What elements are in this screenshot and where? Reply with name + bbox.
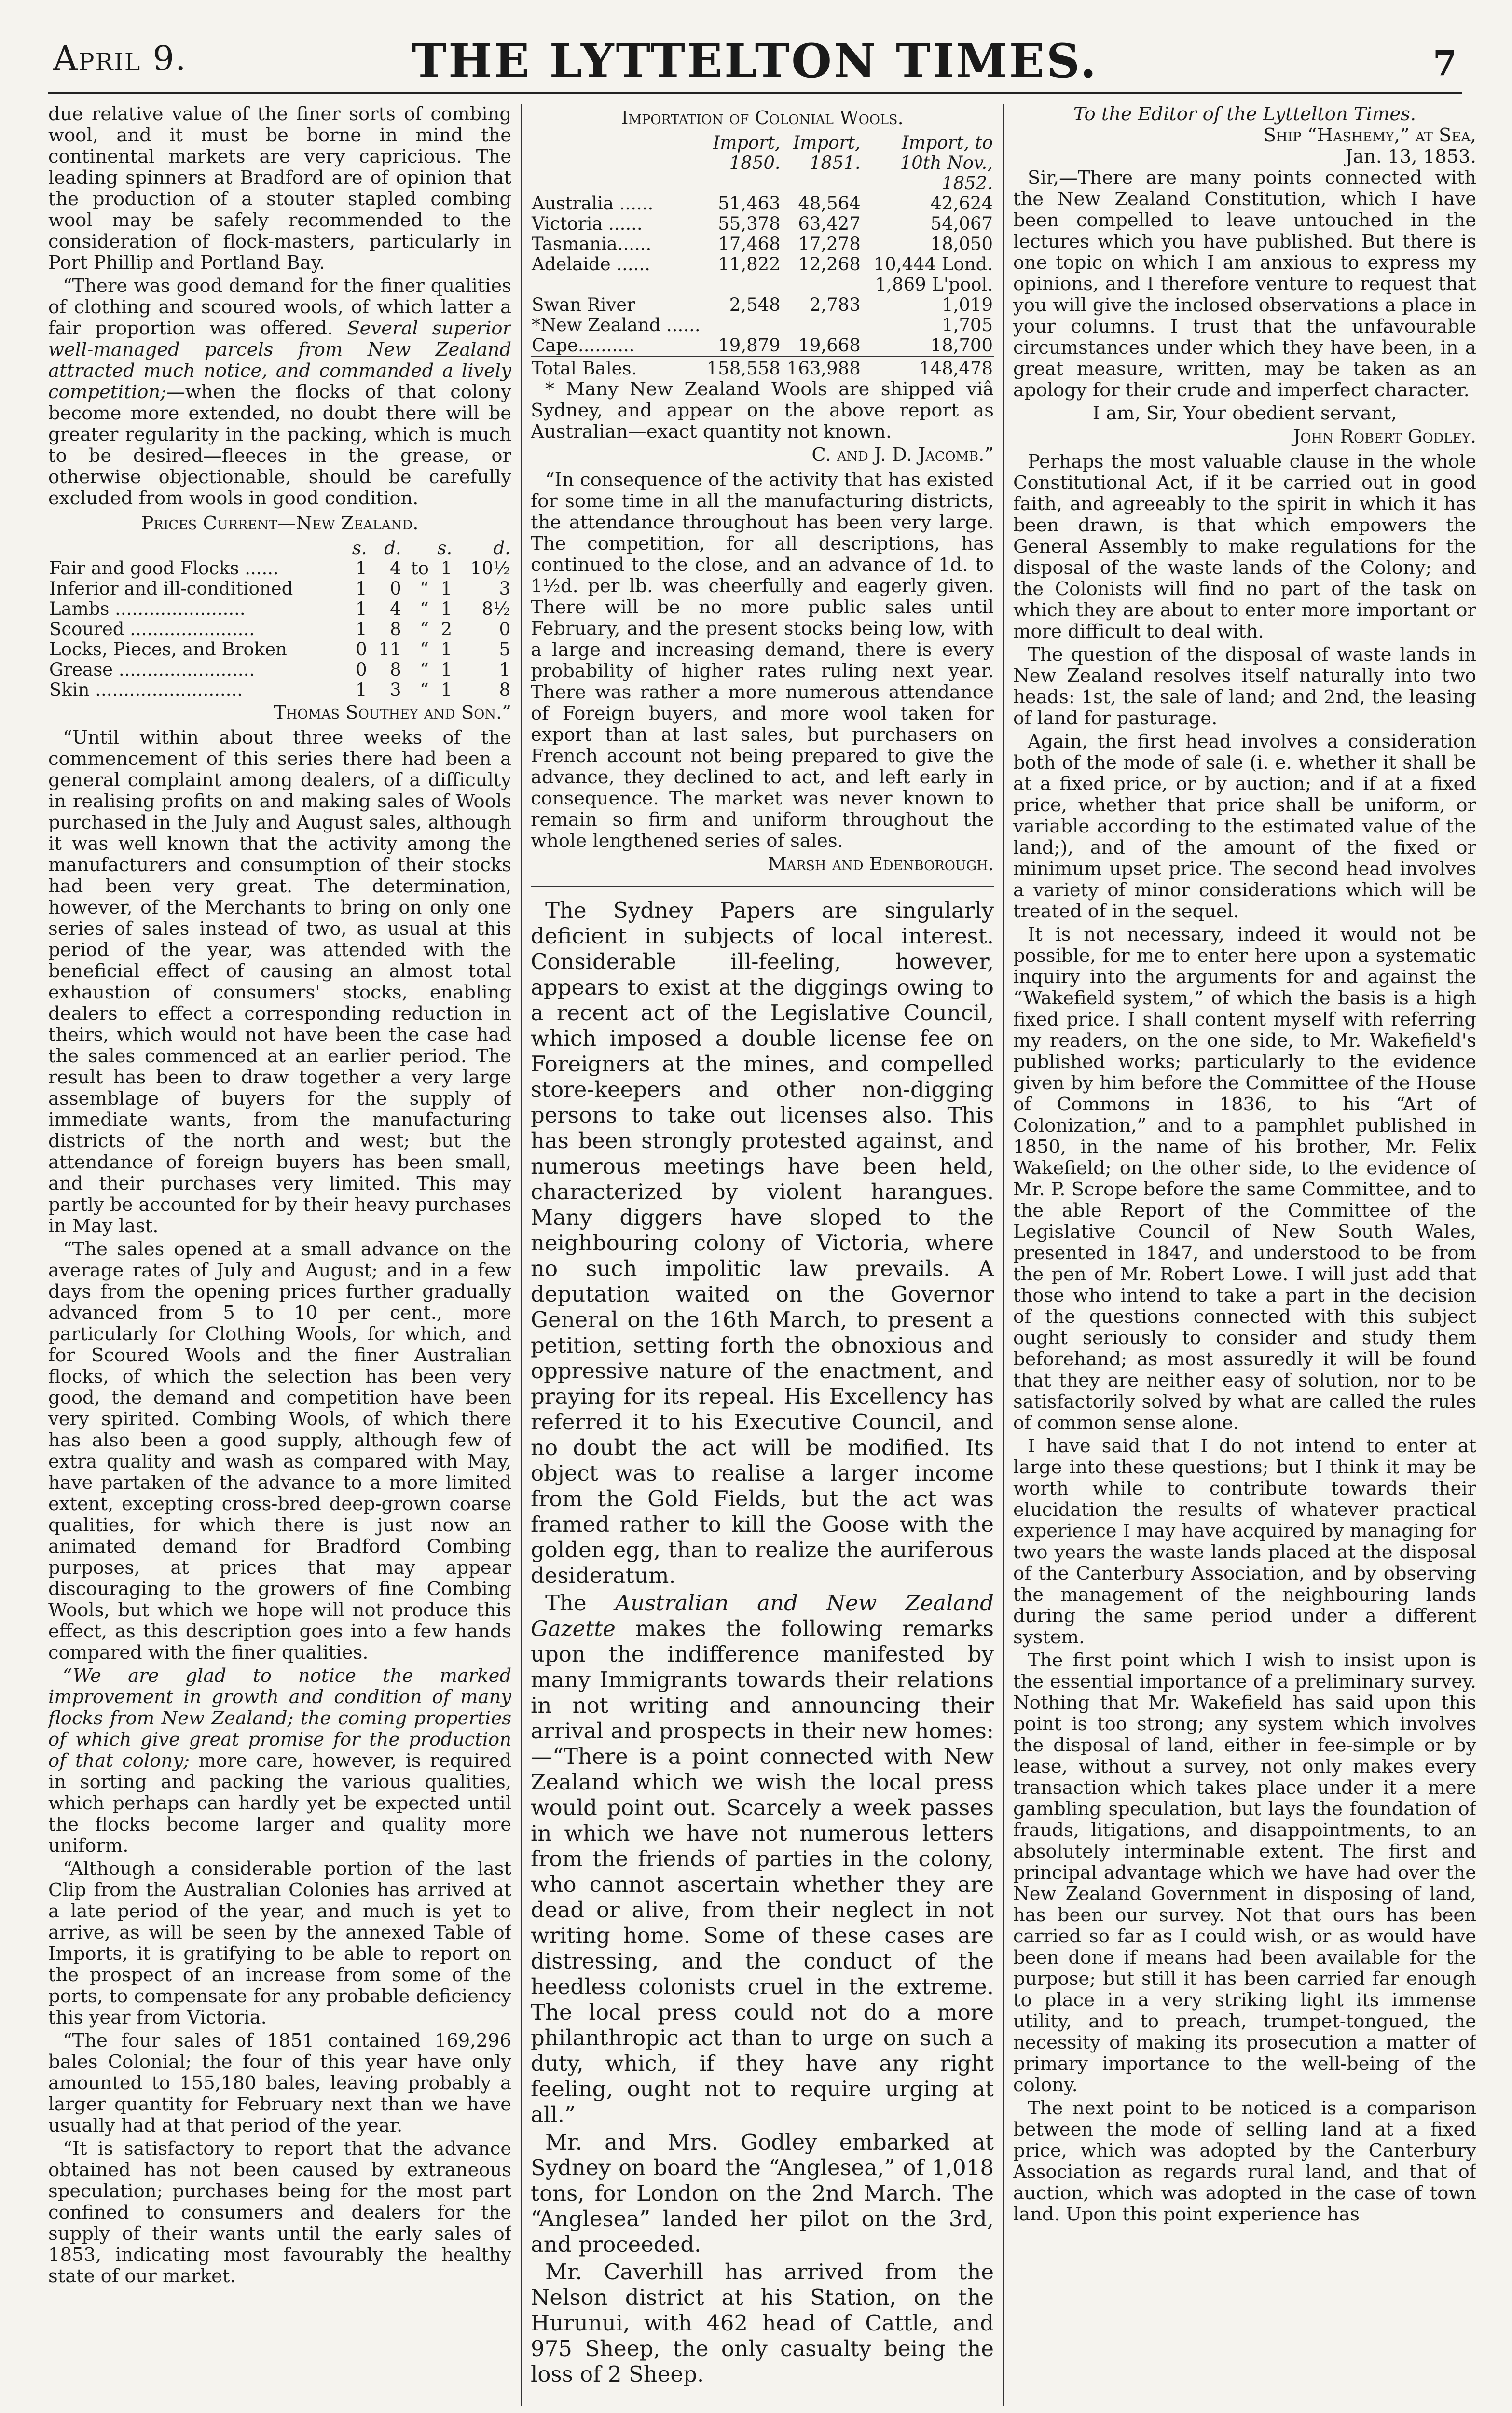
prices-cell: 1 bbox=[440, 680, 453, 700]
col1-paragraph: “We are glad to notice the marked improvement in growth and condition of many flocks from New Zealand; the coming properties of which give great promise for the production of that colony; more care, however, is required in sorting and packing the various qualities, which perhaps can hardly yet be expected until the flocks become larger and quality more uniform. bbox=[48, 1665, 511, 1857]
col2-signature: Marsh and Edenborough. bbox=[768, 853, 994, 875]
imports-header-row: Import, 1850. Import, 1851. Import, to 10th Nov., 1852. bbox=[713, 132, 993, 194]
imports-row bbox=[531, 194, 994, 214]
prices-row bbox=[48, 660, 511, 680]
imports-signature: C. and J. D. Jacomb.” bbox=[811, 444, 994, 466]
col1-paragraph: “The four sales of 1851 contained 169,296 bales Colonial; the four of this year have only amounted to 155,180 bales, leaving probably a larger quantity for February next than we have usually had at that period of the year. bbox=[48, 2030, 511, 2136]
prices-cell: “ bbox=[419, 680, 429, 700]
column-rule-1 bbox=[521, 104, 522, 2406]
prices-cell: 0 bbox=[356, 639, 367, 660]
prices-cell: Scoured ...................... bbox=[49, 619, 255, 639]
prices-row bbox=[48, 619, 511, 639]
imports-cell: 18,050 bbox=[930, 234, 993, 254]
prices-row bbox=[48, 680, 511, 700]
imports-place: Victoria ...... bbox=[532, 213, 643, 234]
col3-paragraph: I have said that I do not intend to enter at large into these questions; but I think it may be worth while to contribute towards their elucidation the results of whatever practical experience I may have acquired by managing for two years the waste lands placed at the disposal of the Canterbury Association, and by observing the management of the neighbouring lands during the same period under a different system. bbox=[1013, 1435, 1476, 1648]
col1-paragraph: “Although a considerable portion of the last Clip from the Australian Colonies has arrived at a late period of the year, and much is yet to arrive, as will be seen by the annexed Table of Imports, it is gratifying to be able to report on the prospect of an increase from some of the ports, to compensate for any probable deficiency this year from Victoria. bbox=[48, 1858, 511, 2028]
imports-cell: 19,879 bbox=[718, 335, 781, 356]
issue-date: April 9. bbox=[53, 39, 187, 78]
prices-cell: 8 bbox=[390, 619, 401, 639]
prices-signature: Thomas Southey and Son.” bbox=[274, 702, 511, 723]
col2-paragraph: Mr. and Mrs. Godley embarked at Sydney on board the “Anglesea,” of 1,018 tons, for London on the 2nd March. The “Anglesea” landed her pilot on the 3rd, and proceeded. bbox=[531, 2129, 994, 2257]
prices-cell: Lambs ....................... bbox=[49, 598, 246, 619]
prices-cell: “ bbox=[419, 659, 429, 680]
prices-cell: 11 bbox=[378, 639, 401, 660]
imports-place: Swan River *New Zealand ...... bbox=[532, 294, 701, 335]
prices-row bbox=[48, 579, 511, 599]
imports-cell: 12,268 bbox=[798, 254, 861, 275]
imports-cell: 2,548 bbox=[729, 294, 781, 315]
col3-paragraph: The first point which I wish to insist upon is the essential importance of a preliminary survey. Nothing that Mr. Wakefield has said upon this point is too strong; any system which involves the disposal of land, either in fee-simple or by lease, without a survey, not only makes every transaction which takes place under it a mere gambling speculation, but lays the foundation of frauds, litigations, and disappointments, to an absolutely interminable extent. The first and principal advantage which we have had over the New Zealand Government in disposing of land, has been our survey. Not that ours has been carried so far as I could wish, or as would have been done if means had been available for the purpose; but still it has been carried far enough to place in a very striking light its immense utility, and to preach, trumpet-tongued, the necessity of making its prosecution a matter of primary importance to the well-being of the colony. bbox=[1013, 1650, 1476, 2096]
imports-cell: 63,427 bbox=[798, 213, 861, 234]
imports-place: Tasmania...... bbox=[532, 234, 652, 254]
imports-total-row: Total Bales. 158,558 163,988 148,478 bbox=[531, 356, 994, 379]
letter-date: Jan. 13, 1853. bbox=[1345, 146, 1476, 167]
imports-cell: 54,067 bbox=[930, 213, 993, 234]
imports-cell: 42,624 bbox=[930, 193, 993, 214]
prices-cell: 1 bbox=[440, 659, 453, 680]
prices-cell: 1 bbox=[440, 578, 453, 599]
prices-row bbox=[48, 639, 511, 660]
prices-cell: 3 bbox=[390, 680, 401, 700]
col3-paragraph: It is not necessary, indeed it would not be possible, for me to enter here upon a systematic inquiry into the arguments for and against the “Wakefield system,” of which the basis is a high fixed price. I shall content myself with referring my readers, on the one side, to Mr. Wakefield's published works; particularly to the evidence given by him before the Committee of the House of Commons in 1836, to his “Art of Colonization,” and to a pamphlet published in 1850, in the name of his brother, Mr. Felix Wakefield; on the other side, to the evidence of Mr. P. Scrope before the same Committee, and to the able Report of the Committee of the Legislative Council of New South Wales, presented in 1847, and understood to be from the pen of Mr. Robert Lowe. I will just add that those who intend to take a part in the decision of the questions connected with this subject ought seriously to consider and study them beforehand; as most assuredly it will be found that they are neither easy of solution, nor to be satisfactorily solved by what are called the rules of common sense alone. bbox=[1013, 924, 1476, 1434]
prices-cell: 5 bbox=[499, 639, 510, 660]
prices-cell: 1 bbox=[356, 578, 367, 599]
prices-cell: 8 bbox=[499, 680, 510, 700]
imports-place: Adelaide ...... bbox=[532, 254, 650, 275]
prices-cell: 8 bbox=[390, 659, 401, 680]
letter-closing: I am, Sir, Your obedient servant, bbox=[1092, 402, 1397, 424]
prices-row bbox=[48, 599, 511, 619]
prices-cell: 1 bbox=[499, 659, 510, 680]
letter-signature: John Robert Godley. bbox=[1293, 426, 1476, 447]
imports-cell: 18,700 bbox=[930, 335, 993, 356]
col3-paragraph: Perhaps the most valuable clause in the whole Constitutional Act, if it be carried out in good faith, and agreeably to the spirit in which it has been drawn, is that which empowers the General Assembly to make regulations for the disposal of the waste lands of the Colony; and the Colonists will find no part of the task on which they are about to enter more important or more difficult to deal with. bbox=[1013, 451, 1476, 642]
imports-cell: 48,564 bbox=[798, 193, 861, 214]
col3-paragraph: Sir,—There are many points connected with the New Zealand Constitution, which I have been compelled to leave untouched in the lectures which you have published. But there is one topic on which I am anxious to express my opinions, and I therefore venture to request that you will give the inclosed observations a place in your columns. I trust that the unfavourable circumstances under which they have been, in a great measure, written, may be taken as an apology for their crude and imperfect character. bbox=[1013, 167, 1476, 401]
section-divider bbox=[531, 886, 994, 887]
prices-cell: Skin .......................... bbox=[49, 680, 243, 700]
imports-cell: 51,463 bbox=[718, 193, 781, 214]
prices-cell: “ bbox=[419, 578, 429, 599]
prices-current-heading: Prices Current—New Zealand. bbox=[141, 513, 419, 534]
col2-paragraph: The Australian and New Zealand Gazette makes the following remarks upon the indifference manifested by many Immigrants towards their relations in not writing and announcing their arrival and prospects in their new homes:—“There is a point connected with New Zealand which we wish the local press would point out. Scarcely a week passes in which we have not numerous letters from the friends of parties in the colony, who cannot ascertain whether they are dead or alive, from their neglect in not writing home. Some of these cases are distressing, and the conduct of the heedless colonists cruel in the extreme. The local press could not do a more philanthropic act than to urge on such a duty, which, if they have any right feeling, ought not to require urging at all.” bbox=[531, 1590, 994, 2127]
prices-cell: 1 bbox=[356, 680, 367, 700]
prices-table bbox=[48, 538, 511, 700]
imports-cell: 17,278 bbox=[798, 234, 861, 254]
column-2 bbox=[531, 104, 994, 2406]
prices-cell: “ bbox=[419, 639, 429, 660]
imports-footnote: * Many New Zealand Wools are shipped viâ Sydney, and appear on the above report as Australian—exact quantity not known. bbox=[531, 378, 994, 443]
prices-cell: 1 bbox=[440, 598, 453, 619]
imports-heading: Importation of Colonial Wools. bbox=[621, 107, 904, 129]
letter-location: Ship “Hashemy,” at Sea, bbox=[1263, 125, 1476, 146]
letter-address: To the Editor of the Lyttelton Times. bbox=[1073, 104, 1416, 125]
prices-cell: Locks, Pieces, and Broken bbox=[49, 639, 287, 660]
imports-cell: 19,668 bbox=[798, 335, 861, 356]
prices-cell: 4 bbox=[390, 558, 401, 579]
column-1 bbox=[48, 104, 511, 2406]
prices-cell: 0 bbox=[499, 619, 510, 639]
imports-row bbox=[531, 234, 994, 254]
imports-cell: 55,378 bbox=[718, 213, 781, 234]
prices-cell: Grease ........................ bbox=[49, 659, 255, 680]
col1-paragraph: “Until within about three weeks of the commencement of this series there had been a general complaint among dealers, of a difficulty in realising profits on and making sales of Wools purchased in the July and August sales, although it was well known that the activity among the manufacturers and consumption of their stocks had been very great. The determination, however, of the Merchants to bring on only one series of sales instead of two, as usual at this period of the year, was attended with the beneficial effect of causing an almost total exhaustion of consumers' stocks, enabling dealers to effect a corresponding reduction in theirs, which would not have been the case had the sales commenced at an earlier period. The result has been to draw together a very large assemblage of buyers for the supply of immediate wants, from the manufacturing districts of the north and west; but the attendance of foreign buyers has been small, and their purchases very limited. This may partly be accounted for by their heavy purchases in May last. bbox=[48, 727, 511, 1237]
col2-paragraph: The Sydney Papers are singularly deficient in subjects of local interest. Considerable ill-feeling, however, appears to exist at the diggings owing to a recent act of the Legislative Council, which imposed a double license fee on Foreigners at the mines, and compelled store-keepers and other non-digging persons to take out licenses also. This has been strongly protested against, and numerous meetings have been held, characterized by violent harangues. Many diggers have sloped to the neighbouring colony of Victoria, where no such impolitic law prevails. A deputation waited on the Governor General on the 16th March, to present a petition, setting forth the obnoxious and oppressive nature of the enactment, and praying for its repeal. His Excellency has referred it to his Executive Council, and no doubt the act will be modified. Its object was to realise a larger income from the Gold Fields, but the act was framed rather to kill the Goose with the golden egg, than to realize the auriferous desideratum. bbox=[531, 898, 994, 1588]
prices-cell: 2 bbox=[440, 619, 453, 639]
prices-cell: “ bbox=[419, 598, 429, 619]
prices-cell: 0 bbox=[356, 659, 367, 680]
prices-cell: 3 bbox=[499, 578, 510, 599]
imports-place: Australia ...... bbox=[532, 193, 654, 214]
newspaper-title: THE LYTTELTON TIMES. bbox=[412, 34, 1099, 88]
imports-cell: 2,783 bbox=[809, 294, 861, 315]
col1-paragraph: due relative value of the finer sorts of combing wool, and it must be borne in mind the continental markets are very capricious. The leading spinners at Bradford are of opinion that the production of a stouter stapled combing wool may be safely recommended to the consideration of flock-masters, particularly in Port Phillip and Portland Bay. bbox=[48, 104, 511, 274]
prices-cell: 8½ bbox=[481, 598, 510, 619]
col1-paragraph: “There was good demand for the finer qualities of clothing and scoured wools, of which latter a fair proportion was offered. Several superior well-managed parcels from New Zealand attracted much notice, and commanded a lively competition;—when the flocks of that colony become more extended, no doubt there will be greater regularity in the packing, which is much to be desired—fleeces in the grease, or otherwise objectionable, should be carefully excluded from wools in good condition. bbox=[48, 275, 511, 509]
col1-paragraph: “The sales opened at a small advance on the average rates of July and August; and in a few days from the opening prices further gradually advanced from 5 to 10 per cent., more particularly for Clothing Wools, for which, and for Scoured Wools and the finer Australian flocks, of which the selection has been very good, the demand and competition have been very spirited. Combing Wools, of which there has also been a good supply, although few of extra quality and wash as compared with May, have partaken of the advance to a more limited extent, excepting cross-bred deep-grown coarse qualities, for which there is just now an animated demand for Bradford Combing purposes, at prices that may appear discouraging to the growers of fine Combing Wools, but which we hope will not produce this effect, as this description goes into a few hands compared with the finer qualities. bbox=[48, 1238, 511, 1664]
prices-cell: 1 bbox=[356, 558, 367, 579]
imports-row bbox=[531, 335, 994, 356]
imports-cell: 10,444 Lond. 1,869 L'pool. bbox=[873, 254, 993, 295]
imports-cell: 11,822 bbox=[718, 254, 781, 275]
prices-cell: 1 bbox=[440, 639, 453, 660]
col3-paragraph: Again, the first head involves a consideration both of the mode of sale (i. e. whether it shall be at a fixed price, or by auction; and if at a fixed price, whether that price shall be uniform, or variable according to the estimated value of the land;), and of the amount of the fixed or minimum upset price. The second head involves a variety of minor considerations which will be treated of in the sequel. bbox=[1013, 731, 1476, 922]
column-3 bbox=[1013, 104, 1476, 2406]
prices-cell: 1 bbox=[356, 598, 367, 619]
col2-paragraph: “In consequence of the activity that has existed for some time in all the manufacturing districts, the attendance throughout has been very large. The competition, for all descriptions, has continued to the close, and an advance of 1d. to 1½d. per lb. was cheerfully and eagerly given. There will be no more public sales until February, and the present stocks being low, with a large and increasing demand, there is every probability of higher rates ruling next year. There was rather a more numerous attendance of Foreign buyers, and more wool taken for export than at last sales, but purchasers on French account not being prepared to give the advance, they declined to act, and left early in consequence. The market was never known to remain so firm and uniform throughout the whole lengthened series of sales. bbox=[531, 469, 994, 852]
column-rule-2 bbox=[1003, 104, 1004, 2406]
prices-cell: to bbox=[411, 558, 429, 579]
imports-row bbox=[531, 254, 994, 295]
col3-paragraph: The next point to be noticed is a comparison between the mode of selling land at a fixed price, which was adopted by the Canterbury Association as regards rural land, and that of auction, which was adopted in the case of town land. Upon this point experience has bbox=[1013, 2097, 1476, 2225]
imports-cell: 1,019 1,705 bbox=[942, 294, 993, 335]
prices-cell: 1 bbox=[356, 619, 367, 639]
prices-cell: 10½ bbox=[470, 558, 510, 579]
imports-cell: 17,468 bbox=[718, 234, 781, 254]
col3-paragraph: The question of the disposal of waste lands in New Zealand resolves itself naturally into two heads: 1st, the sale of land; and 2nd, the leasing of land for pasturage. bbox=[1013, 644, 1476, 729]
col2-paragraph: Mr. Caverhill has arrived from the Nelson district at his Station, on the Hurunui, with 462 head of Cattle, and 975 Sheep, the only casualty being the loss of 2 Sheep. bbox=[531, 2259, 994, 2387]
imports-row bbox=[531, 295, 994, 335]
prices-cell: “ bbox=[419, 619, 429, 639]
col1-paragraph: “It is satisfactory to report that the advance obtained has not been caused by extraneous speculation; purchases being for the most part confined to consumers and dealers for the supply of their wants until the early sales of 1853, indicating most favourably the healthy state of our market. bbox=[48, 2138, 511, 2287]
prices-units-row: s. d. s. d. bbox=[352, 538, 510, 558]
imports-table bbox=[531, 133, 994, 379]
masthead bbox=[48, 34, 1462, 94]
prices-cell: Inferior and ill-conditioned bbox=[49, 578, 293, 599]
prices-cell: 4 bbox=[390, 598, 401, 619]
imports-row bbox=[531, 214, 994, 234]
page-number: 7 bbox=[1432, 42, 1457, 83]
prices-cell: Fair and good Flocks ...... bbox=[49, 558, 279, 579]
prices-cell: 0 bbox=[390, 578, 401, 599]
imports-place: Cape.......... bbox=[532, 335, 635, 356]
prices-cell: 1 bbox=[440, 558, 453, 579]
prices-row bbox=[48, 558, 511, 579]
news-block bbox=[531, 898, 994, 2387]
